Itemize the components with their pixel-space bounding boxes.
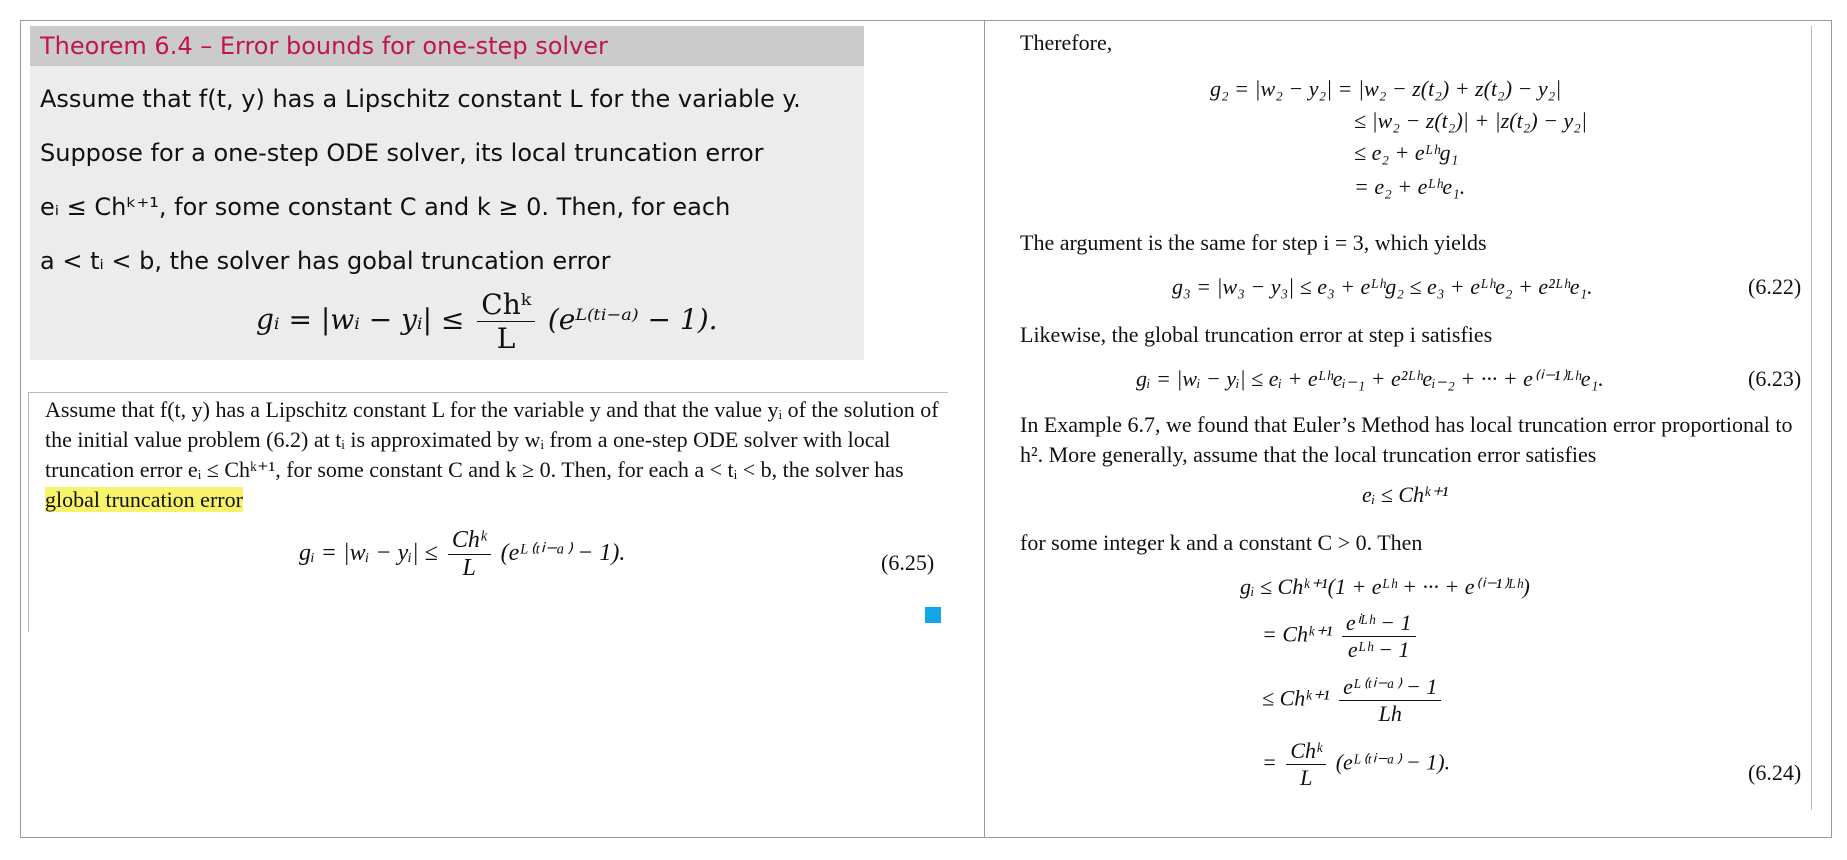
final-line-3-numerator: eᴸ⁽ᵗⁱ⁻ᵃ⁾ − 1 xyxy=(1339,674,1441,701)
gte-formula-fraction xyxy=(448,527,491,582)
final-line-4-denominator: L xyxy=(1300,765,1313,790)
theorem-slide xyxy=(30,26,864,360)
theorem-formula-rhs: (eᴸ⁽ᵗⁱ⁻ᵃ⁾ − 1). xyxy=(547,303,718,336)
theorem-formula xyxy=(256,288,856,358)
therefore-text: Therefore, xyxy=(1020,30,1113,55)
likewise-text: Likewise, the global truncation error at step i satisfies xyxy=(1020,322,1493,347)
final-line-2 xyxy=(1262,610,1420,663)
final-line-2-denominator: eᴸʰ − 1 xyxy=(1347,637,1410,662)
highlighted-term: global truncation error xyxy=(45,487,243,512)
theorem-line-4: a < tᵢ < b, the solver has gobal truncation error xyxy=(40,247,611,275)
theorem-formula-numerator: Chᵏ xyxy=(477,288,535,322)
final-line-3-denominator: Lh xyxy=(1378,701,1402,726)
g2-line-4: = e₂ + eᴸʰe₁. xyxy=(1354,174,1466,199)
equation-number-6-23: (6.23) xyxy=(1748,366,1802,391)
theorem-body xyxy=(30,66,864,288)
final-line-4-numerator: Chᵏ xyxy=(1286,738,1326,765)
final-line-4-prefix: = xyxy=(1262,749,1277,775)
theorem-formula-lhs: gᵢ = |wᵢ − yᵢ| ≤ xyxy=(256,303,465,336)
equation-number-6-24: (6.24) xyxy=(1748,760,1802,785)
equation-number-6-22: (6.22) xyxy=(1748,274,1802,299)
gte-formula-numerator: Chᵏ xyxy=(448,527,491,555)
theorem-paragraph xyxy=(45,395,945,515)
final-line-2-numerator: eⁱᴸʰ − 1 xyxy=(1342,610,1416,637)
g2-line-3: ≤ e₂ + eᴸʰg₁ xyxy=(1354,140,1459,165)
final-line-3 xyxy=(1262,674,1445,727)
theorem-line-2: Suppose for a one-step ODE solver, its local truncation error xyxy=(40,139,764,167)
theorem-formula-denominator: L xyxy=(496,322,516,355)
final-line-4-suffix: (eᴸ⁽ᵗⁱ⁻ᵃ⁾ − 1). xyxy=(1335,749,1451,775)
g2-line-1: g₂ = |w₂ − y₂| = |w₂ − z(t₂) + z(t₂) − y₂| xyxy=(1210,76,1562,101)
final-line-2-prefix: = Chᵏ⁺¹ xyxy=(1262,621,1333,647)
final-line-1: gᵢ ≤ Chᵏ⁺¹(1 + eᴸʰ + ··· + e⁽ⁱ⁻¹⁾ᴸʰ) xyxy=(1240,574,1530,599)
theorem-paragraph-text: Assume that f(t, y) has a Lipschitz constant L for the variable y and that the value yᵢ of the solution of the initial value problem (6.2) at tᵢ is approximated by wᵢ from a one-step ODE solver with local truncation error eᵢ ≤ Chᵏ⁺¹, for some constant C and k ≥ 0. Then, for each a < tᵢ < b, the solver has xyxy=(45,397,939,482)
ei-bound: eᵢ ≤ Chᵏ⁺¹ xyxy=(1362,482,1449,507)
final-line-4-fraction xyxy=(1286,738,1326,791)
theorem-line-3: eᵢ ≤ Chᵏ⁺¹, for some constant C and k ≥ 0. Then, for each xyxy=(40,193,731,221)
g3-equation: g₃ = |w₃ − y₃| ≤ e₃ + eᴸʰg₂ ≤ e₃ + eᴸʰe₂ + e²ᴸʰe₁. xyxy=(1172,274,1593,299)
argument-text: The argument is the same for step i = 3, which yields xyxy=(1020,230,1487,255)
integer-text: for some integer k and a constant C > 0. Then xyxy=(1020,530,1423,555)
final-line-2-fraction xyxy=(1342,610,1416,663)
theorem-title: Theorem 6.4 – Error bounds for one-step solver xyxy=(30,26,864,66)
book-excerpt-right xyxy=(990,26,1812,810)
gte-formula-denominator: L xyxy=(462,555,476,581)
equation-number-6-25: (6.25) xyxy=(881,550,935,575)
column-divider xyxy=(984,20,985,838)
final-line-4 xyxy=(1262,738,1450,791)
gi-equation: gᵢ = |wᵢ − yᵢ| ≤ eᵢ + eᴸʰeᵢ₋₁ + e²ᴸʰeᵢ₋₂ + ··· + e⁽ⁱ⁻¹⁾ᴸʰe₁. xyxy=(1136,366,1604,391)
book-excerpt-left xyxy=(28,392,948,632)
theorem-line-1: Assume that f(t, y) has a Lipschitz constant L for the variable y. xyxy=(40,85,801,113)
final-line-3-prefix: ≤ Chᵏ⁺¹ xyxy=(1262,685,1330,711)
gte-formula xyxy=(299,527,625,582)
qed-square-icon xyxy=(925,607,941,623)
gte-formula-rhs: (eᴸ⁽ᵗⁱ⁻ᵃ⁾ − 1). xyxy=(500,540,626,567)
example-text: In Example 6.7, we found that Euler’s Method has local truncation error proportional to h². More generally, assume that the local truncation error satisfies xyxy=(1020,412,1793,467)
theorem-formula-fraction xyxy=(477,288,535,355)
final-line-3-fraction xyxy=(1339,674,1441,727)
gte-formula-lhs: gᵢ = |wᵢ − yᵢ| ≤ xyxy=(299,540,438,567)
g2-line-2: ≤ |w₂ − z(t₂)| + |z(t₂) − y₂| xyxy=(1354,108,1587,133)
